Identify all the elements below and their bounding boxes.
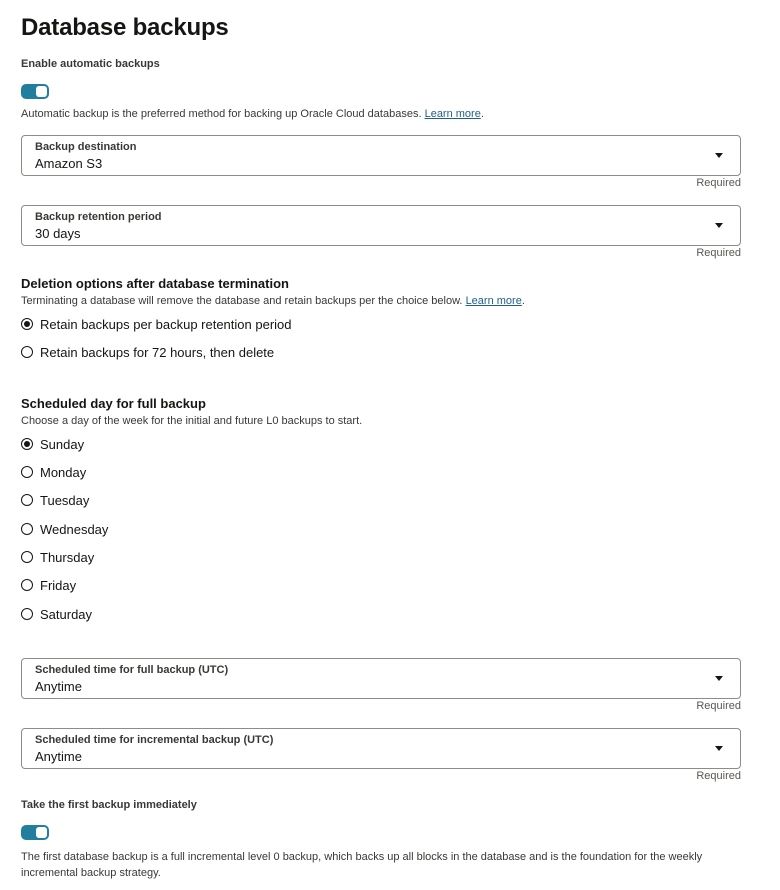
scheduled-day-heading: Scheduled day for full backup [21, 396, 206, 411]
first-backup-toggle[interactable] [21, 825, 49, 840]
radio-day-wednesday[interactable] [21, 521, 108, 537]
radio-retain-72-hours[interactable] [21, 344, 274, 360]
caret-down-icon [715, 153, 723, 158]
radio-day-sunday[interactable] [21, 436, 84, 452]
radio-button[interactable] [21, 608, 33, 620]
first-backup-label: Take the first backup immediately [21, 799, 197, 811]
radio-day-tuesday[interactable] [21, 492, 89, 508]
radio-button[interactable] [21, 551, 33, 563]
radio-button[interactable] [21, 346, 33, 358]
caret-down-icon [715, 676, 723, 681]
first-backup-description [21, 849, 751, 881]
radio-label: Retain backups per backup retention period [40, 316, 292, 332]
auto-backup-label: Enable automatic backups [21, 58, 160, 70]
radio-label: Saturday [40, 606, 93, 622]
incremental-backup-time-label: Scheduled time for incremental backup (UTC) [35, 734, 274, 746]
incremental-backup-time-value: Anytime [35, 749, 82, 764]
backup-retention-label: Backup retention period [35, 211, 162, 223]
deletion-learn-more-link[interactable]: Learn more [465, 295, 522, 307]
backup-destination-value: Amazon S3 [35, 156, 103, 171]
radio-label: Sunday [40, 436, 85, 452]
backup-destination-required: Required [696, 177, 741, 189]
deletion-options-heading: Deletion options after database termination [21, 276, 289, 291]
radio-label: Tuesday [40, 492, 90, 508]
auto-backup-learn-more-link[interactable]: Learn more [424, 108, 481, 120]
radio-button[interactable] [21, 579, 33, 591]
radio-button[interactable] [21, 523, 33, 535]
full-backup-time-value: Anytime [35, 679, 82, 694]
radio-button[interactable] [21, 438, 33, 450]
toggle-knob [36, 86, 47, 97]
radio-button[interactable] [21, 318, 33, 330]
toggle-knob [36, 827, 47, 838]
deletion-description-text: Terminating a database will remove the database and retain backups per the choice below. [21, 295, 463, 307]
backup-destination-label: Backup destination [35, 141, 137, 153]
radio-label: Friday [40, 577, 77, 593]
incremental-backup-time-select[interactable] [21, 728, 741, 769]
auto-backup-description-period: . [480, 108, 484, 120]
backup-retention-select[interactable] [21, 205, 741, 246]
radio-retain-per-period[interactable] [21, 316, 292, 332]
full-backup-time-label: Scheduled time for full backup (UTC) [35, 664, 229, 676]
radio-label: Wednesday [40, 521, 109, 537]
radio-day-thursday[interactable] [21, 549, 94, 565]
radio-button[interactable] [21, 494, 33, 506]
radio-day-friday[interactable] [21, 577, 76, 593]
auto-backup-description [21, 108, 484, 120]
first-backup-description-line-1: The first database backup is a full incremental level 0 backup, which backs up all blocks in the database and is the foundation for the weekly [21, 851, 703, 863]
caret-down-icon [715, 223, 723, 228]
radio-label: Retain backups for 72 hours, then delete [40, 344, 275, 360]
page-title: Database backups [21, 14, 229, 41]
backup-retention-value: 30 days [35, 226, 81, 241]
auto-backup-toggle[interactable] [21, 84, 49, 99]
scheduled-day-description: Choose a day of the week for the initial and future L0 backups to start. [21, 415, 363, 427]
incremental-backup-time-required: Required [696, 770, 741, 782]
full-backup-time-required: Required [696, 700, 741, 712]
first-backup-description-line-2: incremental backup strategy. [21, 867, 161, 879]
full-backup-time-select[interactable] [21, 658, 741, 699]
radio-label: Monday [40, 464, 87, 480]
backup-retention-required: Required [696, 247, 741, 259]
radio-day-saturday[interactable] [21, 606, 92, 622]
deletion-options-description [21, 295, 525, 307]
caret-down-icon [715, 746, 723, 751]
deletion-description-period: . [521, 295, 525, 307]
auto-backup-description-text: Automatic backup is the preferred method for backing up Oracle Cloud databases. [21, 108, 422, 120]
radio-day-monday[interactable] [21, 464, 86, 480]
backup-destination-select[interactable] [21, 135, 741, 176]
radio-label: Thursday [40, 549, 95, 565]
radio-button[interactable] [21, 466, 33, 478]
